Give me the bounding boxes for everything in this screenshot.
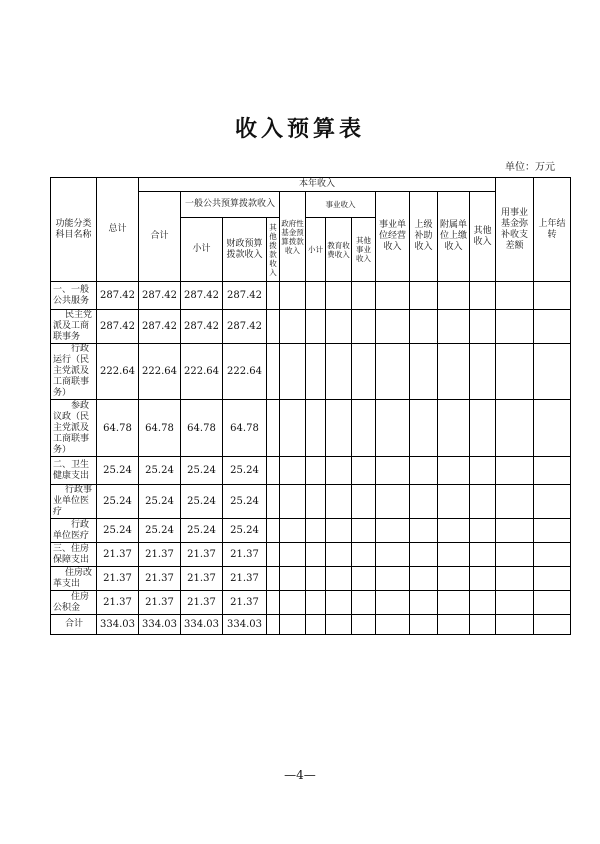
empty-cell — [326, 519, 352, 543]
cell-heji: 64.78 — [139, 400, 181, 457]
empty-cell — [306, 485, 326, 519]
empty-cell — [267, 310, 280, 344]
empty-cell — [534, 591, 571, 615]
empty-cell — [534, 344, 571, 400]
empty-cell — [306, 591, 326, 615]
empty-cell — [267, 615, 280, 635]
empty-cell — [376, 567, 410, 591]
empty-cell — [326, 344, 352, 400]
empty-cell — [470, 457, 496, 485]
row-name: 参政议政（民主党派及工商联事务） — [51, 400, 97, 457]
empty-cell — [438, 282, 470, 310]
empty-cell — [470, 567, 496, 591]
empty-cell — [280, 615, 306, 635]
empty-cell — [534, 543, 571, 567]
empty-cell — [267, 519, 280, 543]
empty-cell — [438, 310, 470, 344]
empty-cell — [352, 519, 376, 543]
empty-cell — [376, 519, 410, 543]
empty-cell — [410, 310, 438, 344]
empty-cell — [534, 400, 571, 457]
header-other-approp: 其他拨款收入 — [267, 218, 280, 282]
empty-cell — [306, 543, 326, 567]
empty-cell — [376, 615, 410, 635]
row-name: 民主党派及工商联事务 — [51, 310, 97, 344]
empty-cell — [267, 457, 280, 485]
empty-cell — [352, 344, 376, 400]
cell-xiaoji: 21.37 — [181, 567, 223, 591]
cell-xiaoji: 25.24 — [181, 457, 223, 485]
empty-cell — [534, 310, 571, 344]
empty-cell — [267, 567, 280, 591]
empty-cell — [534, 282, 571, 310]
empty-cell — [376, 543, 410, 567]
empty-cell — [352, 457, 376, 485]
empty-cell — [326, 485, 352, 519]
cell-fiscal: 287.42 — [223, 310, 267, 344]
row-name: 三、住房保障支出 — [51, 543, 97, 567]
empty-cell — [410, 543, 438, 567]
empty-cell — [470, 591, 496, 615]
empty-cell — [470, 400, 496, 457]
empty-cell — [470, 344, 496, 400]
empty-cell — [267, 344, 280, 400]
empty-cell — [280, 282, 306, 310]
cell-xiaoji: 25.24 — [181, 519, 223, 543]
empty-cell — [326, 615, 352, 635]
empty-cell — [376, 457, 410, 485]
cell-xiaoji: 287.42 — [181, 310, 223, 344]
cell-fiscal: 64.78 — [223, 400, 267, 457]
empty-cell — [438, 344, 470, 400]
empty-cell — [326, 591, 352, 615]
empty-cell — [496, 567, 534, 591]
empty-cell — [376, 485, 410, 519]
cell-xiaoji: 25.24 — [181, 485, 223, 519]
empty-cell — [410, 282, 438, 310]
header-edu: 教育收费收入 — [326, 218, 352, 282]
table-row — [51, 282, 571, 310]
cell-xiaoji: 64.78 — [181, 400, 223, 457]
cell-fiscal: 21.37 — [223, 543, 267, 567]
empty-cell — [376, 591, 410, 615]
empty-cell — [496, 310, 534, 344]
empty-cell — [306, 615, 326, 635]
empty-cell — [438, 567, 470, 591]
header-heji: 合计 — [139, 192, 181, 282]
header-other-shiye: 其他事业收入 — [352, 218, 376, 282]
empty-cell — [326, 457, 352, 485]
empty-cell — [410, 615, 438, 635]
row-name: 行政事业单位医疗 — [51, 485, 97, 519]
empty-cell — [267, 591, 280, 615]
empty-cell — [326, 567, 352, 591]
income-budget-table — [50, 177, 571, 635]
empty-cell — [496, 344, 534, 400]
cell-xiaoji: 287.42 — [181, 282, 223, 310]
cell-total: 64.78 — [97, 400, 139, 457]
empty-cell — [376, 310, 410, 344]
table-row — [51, 543, 571, 567]
empty-cell — [496, 591, 534, 615]
table-row — [51, 310, 571, 344]
empty-cell — [267, 485, 280, 519]
empty-cell — [306, 310, 326, 344]
empty-cell — [438, 485, 470, 519]
table-row — [51, 615, 571, 635]
empty-cell — [496, 485, 534, 519]
empty-cell — [470, 310, 496, 344]
empty-cell — [306, 282, 326, 310]
empty-cell — [306, 567, 326, 591]
empty-cell — [470, 282, 496, 310]
cell-heji: 21.37 — [139, 543, 181, 567]
cell-heji: 25.24 — [139, 485, 181, 519]
empty-cell — [534, 485, 571, 519]
empty-cell — [267, 400, 280, 457]
empty-cell — [410, 485, 438, 519]
empty-cell — [410, 519, 438, 543]
cell-total: 25.24 — [97, 457, 139, 485]
cell-fiscal: 287.42 — [223, 282, 267, 310]
row-name: 住房改革支出 — [51, 567, 97, 591]
empty-cell — [352, 567, 376, 591]
empty-cell — [438, 457, 470, 485]
empty-cell — [280, 457, 306, 485]
empty-cell — [496, 400, 534, 457]
empty-cell — [280, 485, 306, 519]
cell-total: 21.37 — [97, 567, 139, 591]
empty-cell — [352, 543, 376, 567]
empty-cell — [326, 282, 352, 310]
row-name: 住房公积金 — [51, 591, 97, 615]
table-row — [51, 519, 571, 543]
header-gov-fund: 政府性基金预算拨款收入 — [280, 192, 306, 282]
empty-cell — [306, 519, 326, 543]
empty-cell — [496, 543, 534, 567]
page-number: —4— — [284, 768, 316, 782]
header-xiaoji: 小计 — [181, 218, 223, 282]
cell-heji: 21.37 — [139, 591, 181, 615]
empty-cell — [280, 543, 306, 567]
cell-total: 287.42 — [97, 282, 139, 310]
empty-cell — [410, 457, 438, 485]
empty-cell — [352, 310, 376, 344]
header-affiliated: 附属单位上缴收入 — [438, 192, 470, 282]
empty-cell — [352, 400, 376, 457]
empty-cell — [326, 400, 352, 457]
header-fund-balance: 用事业基金弥补收支差额 — [496, 178, 534, 282]
cell-fiscal: 25.24 — [223, 457, 267, 485]
cell-fiscal: 222.64 — [223, 344, 267, 400]
cell-total: 25.24 — [97, 519, 139, 543]
cell-fiscal: 21.37 — [223, 591, 267, 615]
header-name: 功能分类科目名称 — [51, 178, 97, 282]
empty-cell — [376, 344, 410, 400]
cell-total: 25.24 — [97, 485, 139, 519]
cell-total: 21.37 — [97, 543, 139, 567]
row-name: 二、卫生健康支出 — [51, 457, 97, 485]
empty-cell — [438, 543, 470, 567]
header-shiye-xiaoji: 小计 — [306, 218, 326, 282]
cell-fiscal: 21.37 — [223, 567, 267, 591]
cell-heji: 334.03 — [139, 615, 181, 635]
empty-cell — [470, 485, 496, 519]
empty-cell — [470, 543, 496, 567]
cell-fiscal: 25.24 — [223, 485, 267, 519]
empty-cell — [267, 543, 280, 567]
empty-cell — [496, 457, 534, 485]
empty-cell — [410, 344, 438, 400]
header-total: 总计 — [97, 178, 139, 282]
cell-total: 287.42 — [97, 310, 139, 344]
header-current-year: 本年收入 — [139, 178, 496, 192]
empty-cell — [496, 282, 534, 310]
empty-cell — [410, 567, 438, 591]
empty-cell — [438, 591, 470, 615]
header-fiscal: 财政预算拨款收入 — [223, 218, 267, 282]
empty-cell — [280, 344, 306, 400]
cell-heji: 287.42 — [139, 310, 181, 344]
empty-cell — [496, 615, 534, 635]
empty-cell — [280, 567, 306, 591]
empty-cell — [352, 615, 376, 635]
cell-total: 222.64 — [97, 344, 139, 400]
empty-cell — [376, 400, 410, 457]
header-other-income: 其他收入 — [470, 192, 496, 282]
table-row — [51, 344, 571, 400]
cell-heji: 21.37 — [139, 567, 181, 591]
cell-xiaoji: 21.37 — [181, 591, 223, 615]
row-name: 行政运行（民主党派及工商联事务） — [51, 344, 97, 400]
empty-cell — [410, 400, 438, 457]
cell-total: 21.37 — [97, 591, 139, 615]
header-carryover: 上年结转 — [534, 178, 571, 282]
page-title: 收入预算表 — [234, 116, 365, 142]
table-row — [51, 591, 571, 615]
cell-heji: 25.24 — [139, 519, 181, 543]
empty-cell — [534, 567, 571, 591]
empty-cell — [470, 519, 496, 543]
header-business: 事业单位经营收入 — [376, 192, 410, 282]
empty-cell — [267, 282, 280, 310]
table-row — [51, 485, 571, 519]
empty-cell — [306, 344, 326, 400]
empty-cell — [352, 485, 376, 519]
empty-cell — [438, 519, 470, 543]
empty-cell — [352, 282, 376, 310]
empty-cell — [376, 282, 410, 310]
empty-cell — [534, 457, 571, 485]
header-superior: 上级补助收入 — [410, 192, 438, 282]
row-name: 一、一般公共服务 — [51, 282, 97, 310]
empty-cell — [352, 591, 376, 615]
empty-cell — [438, 615, 470, 635]
empty-cell — [496, 519, 534, 543]
header-general-budget: 一般公共预算拨款收入 — [181, 192, 280, 218]
cell-heji: 25.24 — [139, 457, 181, 485]
header-shiye: 事业收入 — [306, 192, 376, 218]
cell-xiaoji: 334.03 — [181, 615, 223, 635]
empty-cell — [534, 519, 571, 543]
table-row — [51, 567, 571, 591]
cell-xiaoji: 21.37 — [181, 543, 223, 567]
empty-cell — [410, 591, 438, 615]
row-name: 合计 — [51, 615, 97, 635]
table-row — [51, 457, 571, 485]
cell-heji: 287.42 — [139, 282, 181, 310]
cell-xiaoji: 222.64 — [181, 344, 223, 400]
cell-fiscal: 25.24 — [223, 519, 267, 543]
empty-cell — [306, 400, 326, 457]
cell-total: 334.03 — [97, 615, 139, 635]
empty-cell — [534, 615, 571, 635]
cell-heji: 222.64 — [139, 344, 181, 400]
empty-cell — [326, 543, 352, 567]
row-name: 行政单位医疗 — [51, 519, 97, 543]
unit-label: 单位：万元 — [505, 162, 555, 173]
table-body — [51, 282, 571, 635]
empty-cell — [280, 519, 306, 543]
table-row — [51, 400, 571, 457]
empty-cell — [470, 615, 496, 635]
empty-cell — [280, 310, 306, 344]
empty-cell — [306, 457, 326, 485]
empty-cell — [438, 400, 470, 457]
empty-cell — [326, 310, 352, 344]
cell-fiscal: 334.03 — [223, 615, 267, 635]
empty-cell — [280, 591, 306, 615]
empty-cell — [280, 400, 306, 457]
